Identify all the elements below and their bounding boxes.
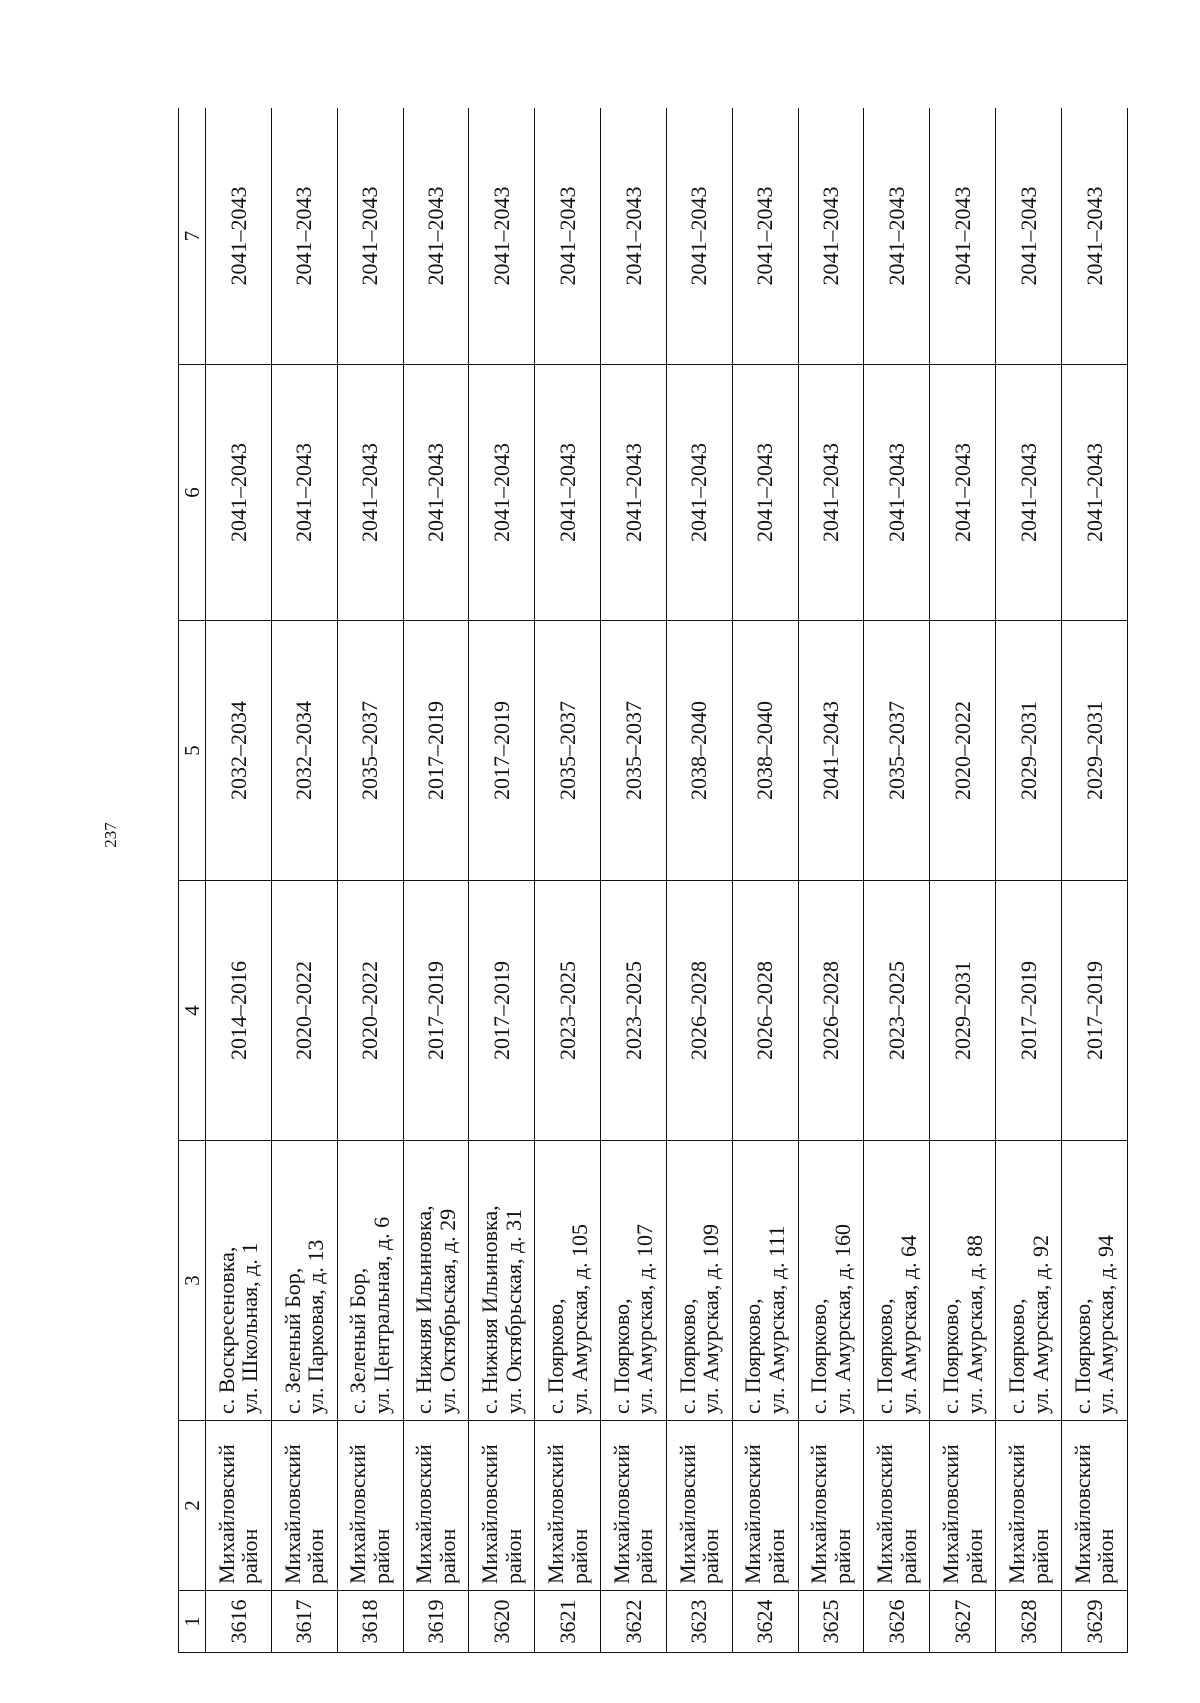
period-cell-4: 2026–2028 xyxy=(732,881,798,1141)
district-line: район xyxy=(895,1528,921,1584)
address-line: ул. Амурская, д. 88 xyxy=(961,1234,987,1414)
period-cell-5: 2032–2034 xyxy=(271,621,337,881)
address-line: с. Зеленый Бор, xyxy=(345,1267,371,1414)
column-header: 7 xyxy=(179,108,206,365)
address-line: с. Зеленый Бор, xyxy=(279,1267,305,1414)
address-line: с. Воскресеновка, xyxy=(213,1246,239,1414)
district-cell xyxy=(601,1421,667,1591)
district-cell xyxy=(1061,1421,1127,1591)
district-line: Михайловский xyxy=(1069,1444,1095,1584)
district-line: район xyxy=(369,1528,395,1584)
address-cell xyxy=(403,1141,469,1421)
district-line: район xyxy=(500,1528,526,1584)
row-number-cell: 3628 xyxy=(996,1591,1062,1653)
period-cell-7: 2041–2043 xyxy=(337,108,403,365)
address-cell xyxy=(271,1141,337,1421)
column-header: 4 xyxy=(179,881,206,1141)
address-line: ул. Амурская, д. 160 xyxy=(830,1223,856,1414)
row-number-cell: 3625 xyxy=(798,1591,864,1653)
district-cell xyxy=(469,1421,535,1591)
row-number-cell: 3618 xyxy=(337,1591,403,1653)
period-cell-5: 2029–2031 xyxy=(1061,621,1127,881)
period-cell-6: 2041–2043 xyxy=(206,365,272,621)
period-cell-7: 2041–2043 xyxy=(469,108,535,365)
period-cell-4: 2023–2025 xyxy=(535,881,601,1141)
period-cell-4: 2026–2028 xyxy=(798,881,864,1141)
period-cell-5: 2029–2031 xyxy=(996,621,1062,881)
row-number-cell: 3617 xyxy=(271,1591,337,1653)
address-line: ул. Октябрьская, д. 31 xyxy=(500,1208,526,1414)
page-number: 237 xyxy=(101,822,120,848)
district-line: Михайловский xyxy=(740,1444,766,1584)
period-cell-5: 2035–2037 xyxy=(864,621,930,881)
rotated-table-frame xyxy=(178,108,1128,1653)
address-cell xyxy=(601,1141,667,1421)
district-line: Михайловский xyxy=(806,1444,832,1584)
period-cell-6: 2041–2043 xyxy=(337,365,403,621)
period-cell-4: 2017–2019 xyxy=(403,881,469,1141)
address-cell xyxy=(798,1141,864,1421)
address-cell xyxy=(732,1141,798,1421)
district-line: район xyxy=(434,1528,460,1584)
period-cell-5: 2035–2037 xyxy=(601,621,667,881)
district-cell xyxy=(535,1421,601,1591)
district-line: район xyxy=(830,1528,856,1584)
address-line: с. Поярково, xyxy=(542,1298,568,1414)
address-cell xyxy=(1061,1141,1127,1421)
address-line: с. Поярково, xyxy=(872,1298,898,1414)
period-cell-6: 2041–2043 xyxy=(601,365,667,621)
district-line: район xyxy=(632,1528,658,1584)
period-cell-7: 2041–2043 xyxy=(403,108,469,365)
address-line: с. Поярково, xyxy=(740,1298,766,1414)
address-cell xyxy=(535,1141,601,1421)
period-cell-5: 2017–2019 xyxy=(469,621,535,881)
address-cell xyxy=(996,1141,1062,1421)
district-line: Михайловский xyxy=(345,1444,371,1584)
period-cell-7: 2041–2043 xyxy=(601,108,667,365)
period-cell-4: 2014–2016 xyxy=(206,881,272,1141)
district-cell xyxy=(930,1421,996,1591)
address-line: ул. Амурская, д. 109 xyxy=(698,1223,724,1414)
period-cell-7: 2041–2043 xyxy=(1061,108,1127,365)
table-row xyxy=(798,108,864,1653)
period-cell-5: 2038–2040 xyxy=(732,621,798,881)
table-row xyxy=(337,108,403,1653)
address-line: с. Поярково, xyxy=(1003,1298,1029,1414)
period-cell-5: 2035–2037 xyxy=(337,621,403,881)
period-cell-4: 2029–2031 xyxy=(930,881,996,1141)
district-line: Михайловский xyxy=(411,1444,437,1584)
period-cell-7: 2041–2043 xyxy=(996,108,1062,365)
column-header: 1 xyxy=(179,1591,206,1653)
period-cell-5: 2035–2037 xyxy=(535,621,601,881)
address-cell xyxy=(930,1141,996,1421)
address-line: с. Нижняя Ильиновка, xyxy=(411,1205,437,1414)
district-line: район xyxy=(698,1528,724,1584)
period-cell-6: 2041–2043 xyxy=(271,365,337,621)
district-line: Михайловский xyxy=(608,1444,634,1584)
column-header: 2 xyxy=(179,1421,206,1591)
table-container xyxy=(178,108,1128,1653)
district-cell xyxy=(732,1421,798,1591)
row-number-cell: 3623 xyxy=(666,1591,732,1653)
address-line: ул. Парковая, д. 13 xyxy=(303,1239,329,1414)
district-line: Михайловский xyxy=(477,1444,503,1584)
address-line: ул. Амурская, д. 111 xyxy=(764,1225,790,1414)
row-number-cell: 3620 xyxy=(469,1591,535,1653)
district-cell xyxy=(666,1421,732,1591)
period-cell-7: 2041–2043 xyxy=(666,108,732,365)
address-line: ул. Октябрьская, д. 29 xyxy=(434,1208,460,1414)
district-cell xyxy=(271,1421,337,1591)
district-line: район xyxy=(237,1528,263,1584)
period-cell-7: 2041–2043 xyxy=(732,108,798,365)
period-cell-6: 2041–2043 xyxy=(1061,365,1127,621)
district-line: Михайловский xyxy=(542,1444,568,1584)
address-line: с. Поярково, xyxy=(1069,1298,1095,1414)
schedule-table xyxy=(178,108,1128,1653)
period-cell-5: 2041–2043 xyxy=(798,621,864,881)
address-cell xyxy=(469,1141,535,1421)
address-line: ул. Амурская, д. 105 xyxy=(566,1223,592,1414)
district-line: район xyxy=(764,1528,790,1584)
row-number-cell: 3627 xyxy=(930,1591,996,1653)
address-cell xyxy=(206,1141,272,1421)
district-cell xyxy=(206,1421,272,1591)
address-line: ул. Амурская, д. 92 xyxy=(1027,1234,1053,1414)
district-line: Михайловский xyxy=(674,1444,700,1584)
period-cell-6: 2041–2043 xyxy=(996,365,1062,621)
period-cell-6: 2041–2043 xyxy=(798,365,864,621)
row-number-cell: 3616 xyxy=(206,1591,272,1653)
period-cell-4: 2023–2025 xyxy=(864,881,930,1141)
district-line: Михайловский xyxy=(213,1444,239,1584)
table-row xyxy=(601,108,667,1653)
period-cell-6: 2041–2043 xyxy=(535,365,601,621)
period-cell-6: 2041–2043 xyxy=(732,365,798,621)
column-header: 3 xyxy=(179,1141,206,1421)
period-cell-5: 2032–2034 xyxy=(206,621,272,881)
period-cell-7: 2041–2043 xyxy=(798,108,864,365)
table-row xyxy=(206,108,272,1653)
district-line: район xyxy=(303,1528,329,1584)
table-row xyxy=(864,108,930,1653)
table-row xyxy=(996,108,1062,1653)
district-line: район xyxy=(961,1528,987,1584)
column-number-row xyxy=(179,108,206,1653)
address-cell xyxy=(666,1141,732,1421)
period-cell-7: 2041–2043 xyxy=(535,108,601,365)
period-cell-7: 2041–2043 xyxy=(206,108,272,365)
period-cell-4: 2023–2025 xyxy=(601,881,667,1141)
address-line: с. Поярково, xyxy=(937,1298,963,1414)
row-number-cell: 3629 xyxy=(1061,1591,1127,1653)
period-cell-5: 2017–2019 xyxy=(403,621,469,881)
table-row xyxy=(271,108,337,1653)
row-number-cell: 3626 xyxy=(864,1591,930,1653)
district-line: район xyxy=(1093,1528,1119,1584)
district-line: Михайловский xyxy=(937,1444,963,1584)
row-number-cell: 3624 xyxy=(732,1591,798,1653)
district-line: район xyxy=(566,1528,592,1584)
period-cell-4: 2017–2019 xyxy=(1061,881,1127,1141)
address-line: с. Поярково, xyxy=(674,1298,700,1414)
district-line: Михайловский xyxy=(872,1444,898,1584)
address-line: с. Поярково, xyxy=(806,1298,832,1414)
address-line: с. Нижняя Ильиновка, xyxy=(477,1205,503,1414)
address-line: ул. Амурская, д. 107 xyxy=(632,1223,658,1414)
period-cell-6: 2041–2043 xyxy=(864,365,930,621)
table-row xyxy=(732,108,798,1653)
period-cell-5: 2020–2022 xyxy=(930,621,996,881)
table-row xyxy=(403,108,469,1653)
table-row xyxy=(535,108,601,1653)
row-number-cell: 3619 xyxy=(403,1591,469,1653)
period-cell-4: 2026–2028 xyxy=(666,881,732,1141)
table-row xyxy=(1061,108,1127,1653)
period-cell-5: 2038–2040 xyxy=(666,621,732,881)
district-cell xyxy=(337,1421,403,1591)
period-cell-4: 2020–2022 xyxy=(337,881,403,1141)
period-cell-7: 2041–2043 xyxy=(271,108,337,365)
period-cell-6: 2041–2043 xyxy=(469,365,535,621)
table-row xyxy=(469,108,535,1653)
row-number-cell: 3621 xyxy=(535,1591,601,1653)
address-line: с. Поярково, xyxy=(608,1298,634,1414)
district-line: район xyxy=(1027,1528,1053,1584)
table-row xyxy=(930,108,996,1653)
district-cell xyxy=(864,1421,930,1591)
district-cell xyxy=(996,1421,1062,1591)
column-header: 5 xyxy=(179,621,206,881)
address-line: ул. Амурская, д. 94 xyxy=(1093,1234,1119,1414)
period-cell-6: 2041–2043 xyxy=(666,365,732,621)
district-cell xyxy=(403,1421,469,1591)
period-cell-6: 2041–2043 xyxy=(930,365,996,621)
district-line: Михайловский xyxy=(1003,1444,1029,1584)
address-cell xyxy=(337,1141,403,1421)
period-cell-4: 2020–2022 xyxy=(271,881,337,1141)
period-cell-7: 2041–2043 xyxy=(930,108,996,365)
district-line: Михайловский xyxy=(279,1444,305,1584)
period-cell-6: 2041–2043 xyxy=(403,365,469,621)
period-cell-4: 2017–2019 xyxy=(996,881,1062,1141)
address-line: ул. Центральная, д. 6 xyxy=(369,1216,395,1414)
address-line: ул. Амурская, д. 64 xyxy=(895,1234,921,1414)
district-cell xyxy=(798,1421,864,1591)
row-number-cell: 3622 xyxy=(601,1591,667,1653)
address-cell xyxy=(864,1141,930,1421)
period-cell-7: 2041–2043 xyxy=(864,108,930,365)
table-row xyxy=(666,108,732,1653)
column-header: 6 xyxy=(179,365,206,621)
address-line: ул. Школьная, д. 1 xyxy=(237,1242,263,1414)
period-cell-4: 2017–2019 xyxy=(469,881,535,1141)
